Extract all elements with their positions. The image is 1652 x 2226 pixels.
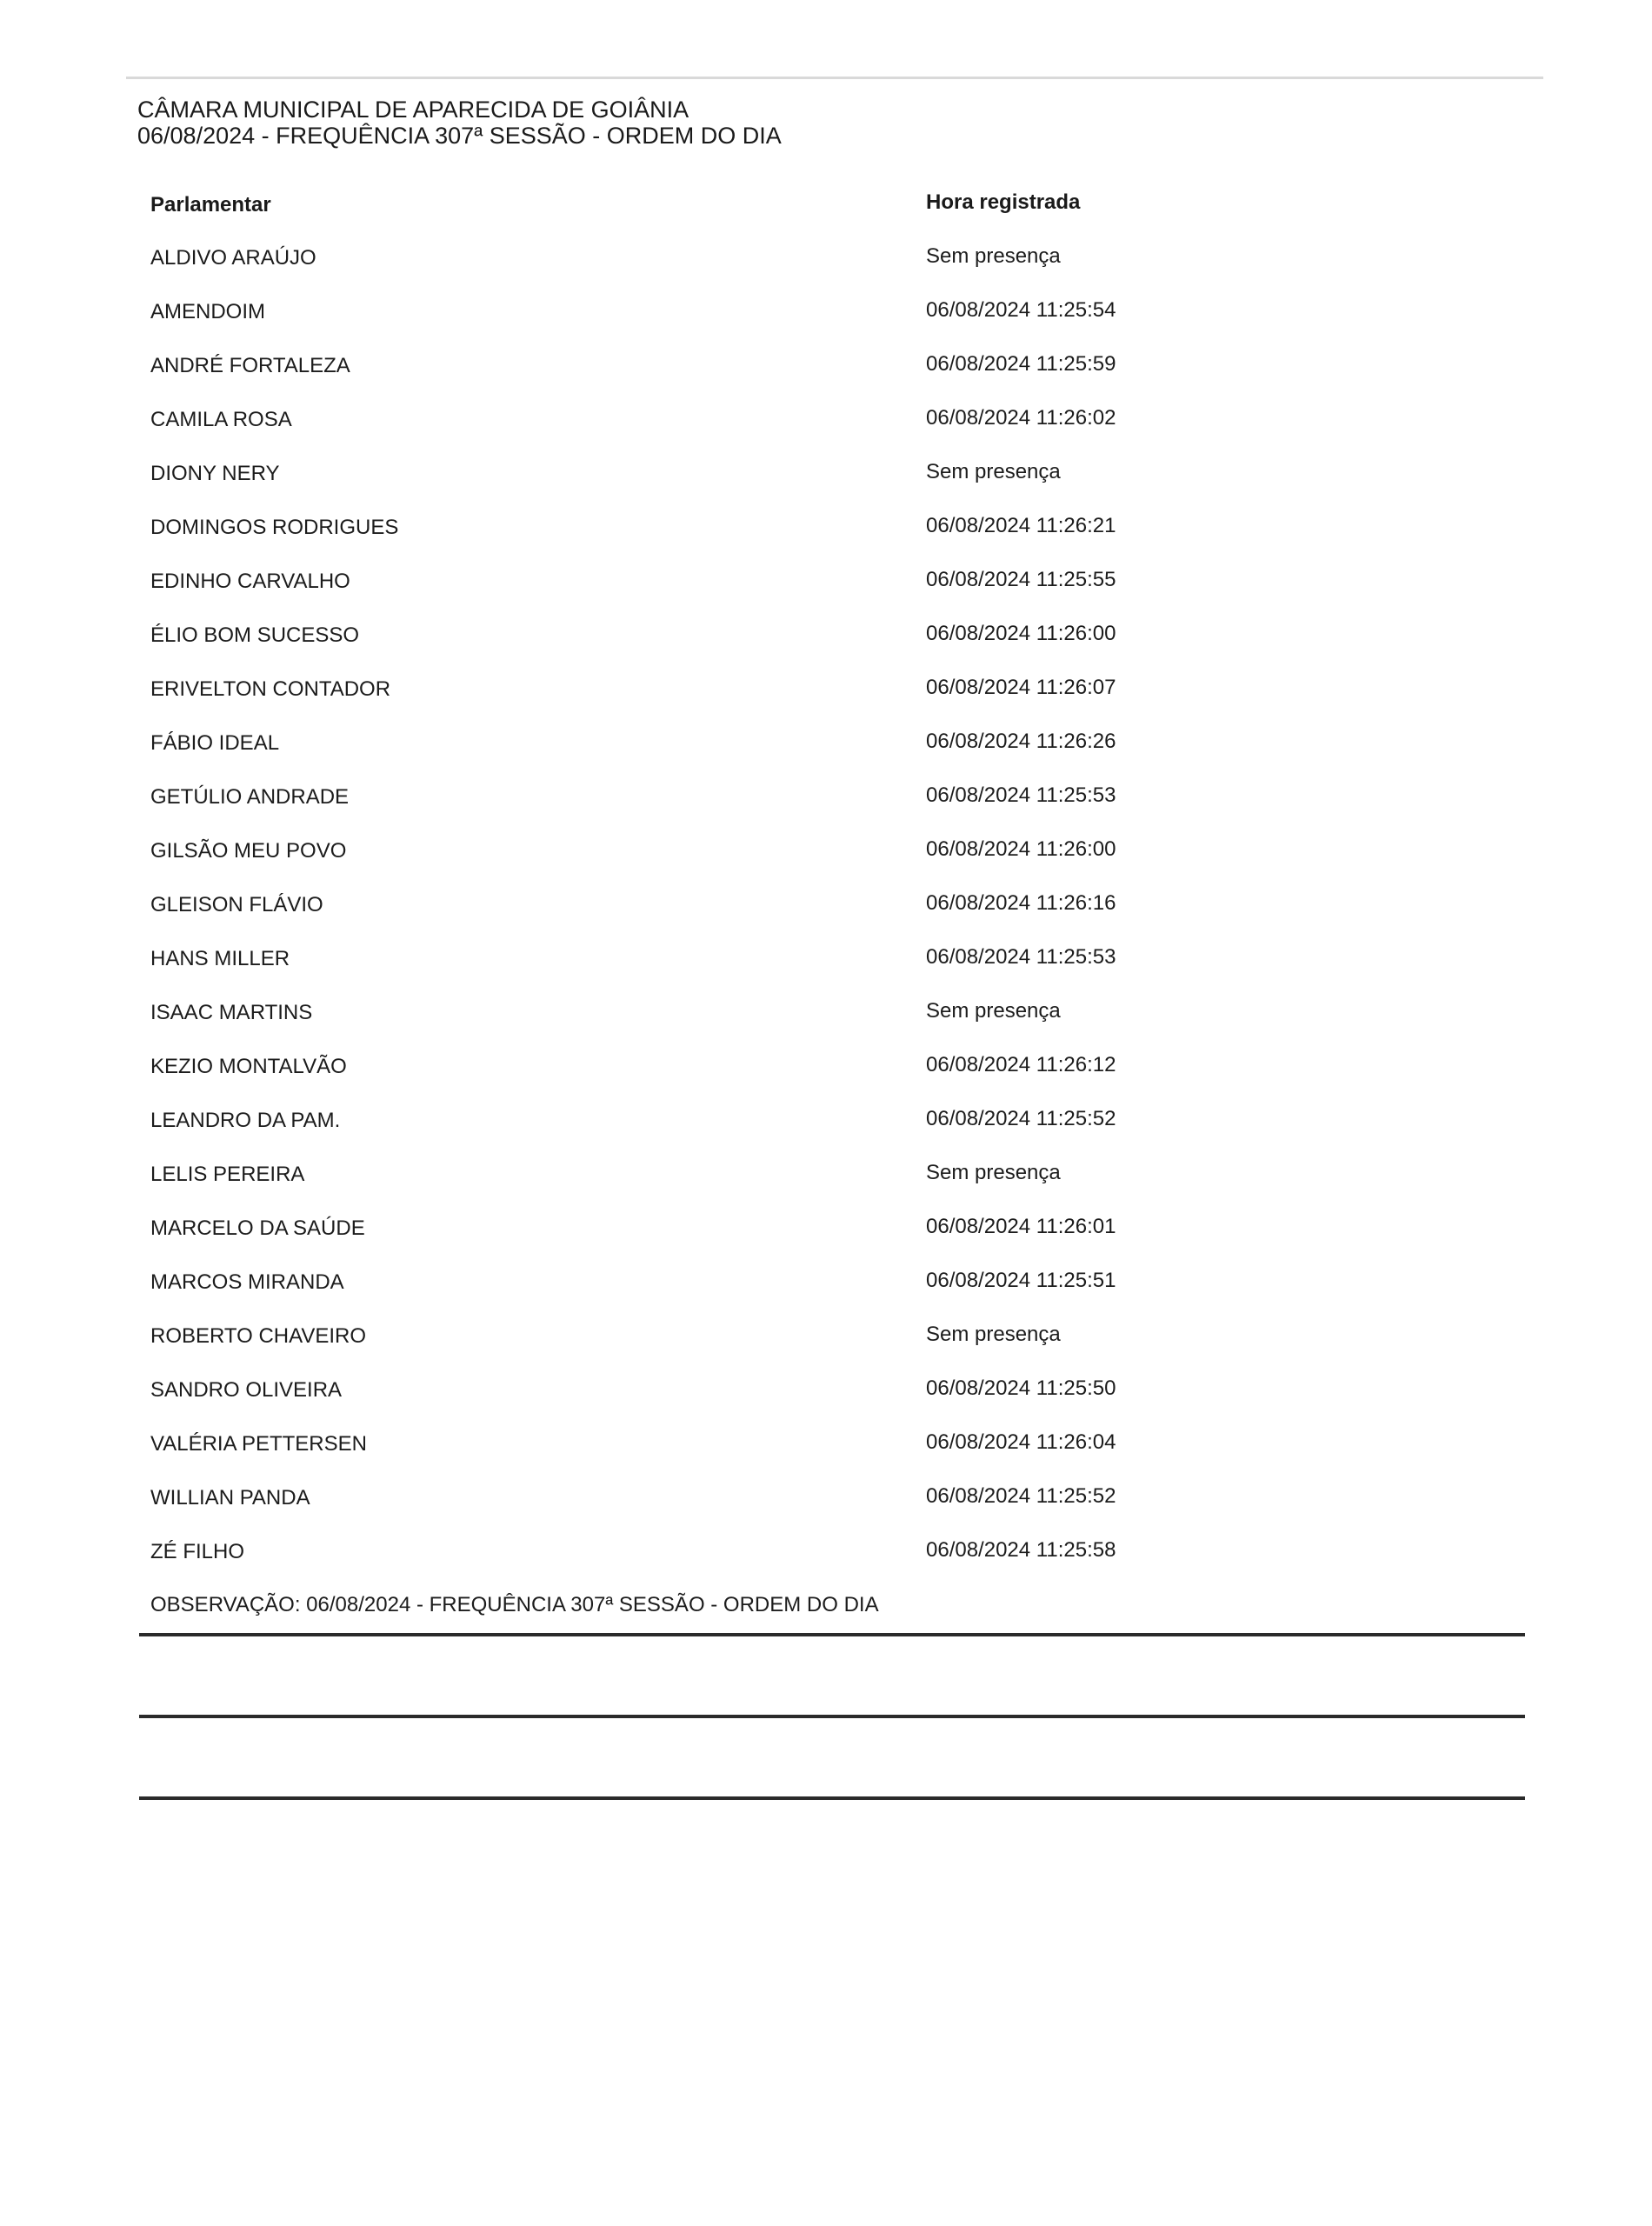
table-row (0, 246, 1652, 300)
hora-registrada: 06/08/2024 11:25:51 (926, 1269, 1116, 1292)
parlamentar-name: ERIVELTON CONTADOR (150, 677, 391, 701)
parlamentar-name: ISAAC MARTINS (150, 1001, 313, 1024)
table-row (0, 1001, 1652, 1055)
parlamentar-name: DIONY NERY (150, 462, 280, 485)
parlamentar-name: AMENDOIM (150, 300, 265, 323)
parlamentar-name: WILLIAN PANDA (150, 1486, 310, 1510)
hora-registrada: 06/08/2024 11:26:02 (926, 406, 1116, 430)
hora-registrada: 06/08/2024 11:26:07 (926, 676, 1116, 699)
table-row (0, 677, 1652, 731)
parlamentar-name: GILSÃO MEU POVO (150, 839, 347, 863)
parlamentar-name: CAMILA ROSA (150, 408, 292, 431)
parlamentar-name: VALÉRIA PETTERSEN (150, 1432, 367, 1456)
column-header-hora-registrada: Hora registrada (926, 190, 1081, 214)
table-row (0, 839, 1652, 893)
hora-registrada: 06/08/2024 11:25:52 (926, 1484, 1116, 1508)
hora-registrada: Sem presença (926, 244, 1061, 268)
hora-registrada: Sem presença (926, 1161, 1061, 1184)
table-row (0, 1486, 1652, 1540)
parlamentar-name: MARCOS MIRANDA (150, 1270, 344, 1294)
parlamentar-name: ROBERTO CHAVEIRO (150, 1324, 367, 1348)
observation-text: OBSERVAÇÃO: 06/08/2024 - FREQUÊNCIA 307ª SESSÃO - ORDEM DO DIA (150, 1593, 879, 1616)
parlamentar-name: EDINHO CARVALHO (150, 570, 350, 593)
parlamentar-name: MARCELO DA SAÚDE (150, 1216, 365, 1240)
table-row (0, 516, 1652, 570)
parlamentar-name: ÉLIO BOM SUCESSO (150, 623, 360, 647)
hora-registrada: 06/08/2024 11:25:55 (926, 568, 1116, 591)
column-header-parlamentar: Parlamentar (150, 193, 271, 217)
parlamentar-name: FÁBIO IDEAL (150, 731, 280, 755)
parlamentar-name: DOMINGOS RODRIGUES (150, 516, 399, 539)
table-row (0, 731, 1652, 785)
parlamentar-name: HANS MILLER (150, 947, 290, 970)
hora-registrada: 06/08/2024 11:25:52 (926, 1107, 1116, 1130)
hora-registrada: 06/08/2024 11:26:04 (926, 1430, 1116, 1454)
table-row (0, 947, 1652, 1001)
table-row (0, 1324, 1652, 1378)
parlamentar-name: LEANDRO DA PAM. (150, 1109, 341, 1132)
parlamentar-name: ANDRÉ FORTALEZA (150, 354, 350, 377)
table-row (0, 462, 1652, 516)
table-row (0, 1216, 1652, 1270)
document-header (137, 97, 782, 149)
table-row (0, 1163, 1652, 1216)
hora-registrada: 06/08/2024 11:25:54 (926, 298, 1116, 322)
hora-registrada: Sem presença (926, 999, 1061, 1023)
parlamentar-name: ALDIVO ARAÚJO (150, 246, 316, 270)
table-row (0, 300, 1652, 354)
parlamentar-name: GETÚLIO ANDRADE (150, 785, 350, 809)
parlamentar-name: ZÉ FILHO (150, 1540, 245, 1563)
hora-registrada: 06/08/2024 11:25:59 (926, 352, 1116, 376)
table-row (0, 893, 1652, 947)
hora-registrada: 06/08/2024 11:26:00 (926, 837, 1116, 861)
hora-registrada: 06/08/2024 11:26:21 (926, 514, 1116, 537)
hora-registrada: 06/08/2024 11:25:50 (926, 1376, 1116, 1400)
hora-registrada: Sem presença (926, 1323, 1061, 1346)
observation-line (139, 1633, 1525, 1636)
table-row (0, 623, 1652, 677)
hora-registrada: 06/08/2024 11:25:53 (926, 945, 1116, 969)
table-row (0, 408, 1652, 462)
hora-registrada: 06/08/2024 11:26:00 (926, 622, 1116, 645)
parlamentar-name: LELIS PEREIRA (150, 1163, 305, 1186)
hora-registrada: 06/08/2024 11:26:01 (926, 1215, 1116, 1238)
hora-registrada: 06/08/2024 11:26:16 (926, 891, 1116, 915)
parlamentar-name: SANDRO OLIVEIRA (150, 1378, 343, 1402)
hora-registrada: Sem presença (926, 460, 1061, 483)
parlamentar-name: GLEISON FLÁVIO (150, 893, 323, 916)
hora-registrada: 06/08/2024 11:26:12 (926, 1053, 1116, 1076)
institution-title: CÂMARA MUNICIPAL DE APARECIDA DE GOIÂNIA (137, 97, 689, 123)
observation-line (139, 1796, 1525, 1800)
table-row (0, 1055, 1652, 1109)
hora-registrada: 06/08/2024 11:26:26 (926, 730, 1116, 753)
attendance-table (0, 246, 1652, 1594)
table-row (0, 1378, 1652, 1432)
session-title: 06/08/2024 - FREQUÊNCIA 307ª SESSÃO - ORDEM DO DIA (137, 123, 782, 149)
table-row (0, 1109, 1652, 1163)
hora-registrada: 06/08/2024 11:25:53 (926, 783, 1116, 807)
table-row (0, 1540, 1652, 1594)
hora-registrada: 06/08/2024 11:25:58 (926, 1538, 1116, 1562)
parlamentar-name: KEZIO MONTALVÃO (150, 1055, 347, 1078)
table-row (0, 1270, 1652, 1324)
table-row (0, 785, 1652, 839)
table-row (0, 1432, 1652, 1486)
top-divider (126, 77, 1543, 79)
observation-line (139, 1715, 1525, 1718)
table-row (0, 570, 1652, 623)
table-row (0, 354, 1652, 408)
